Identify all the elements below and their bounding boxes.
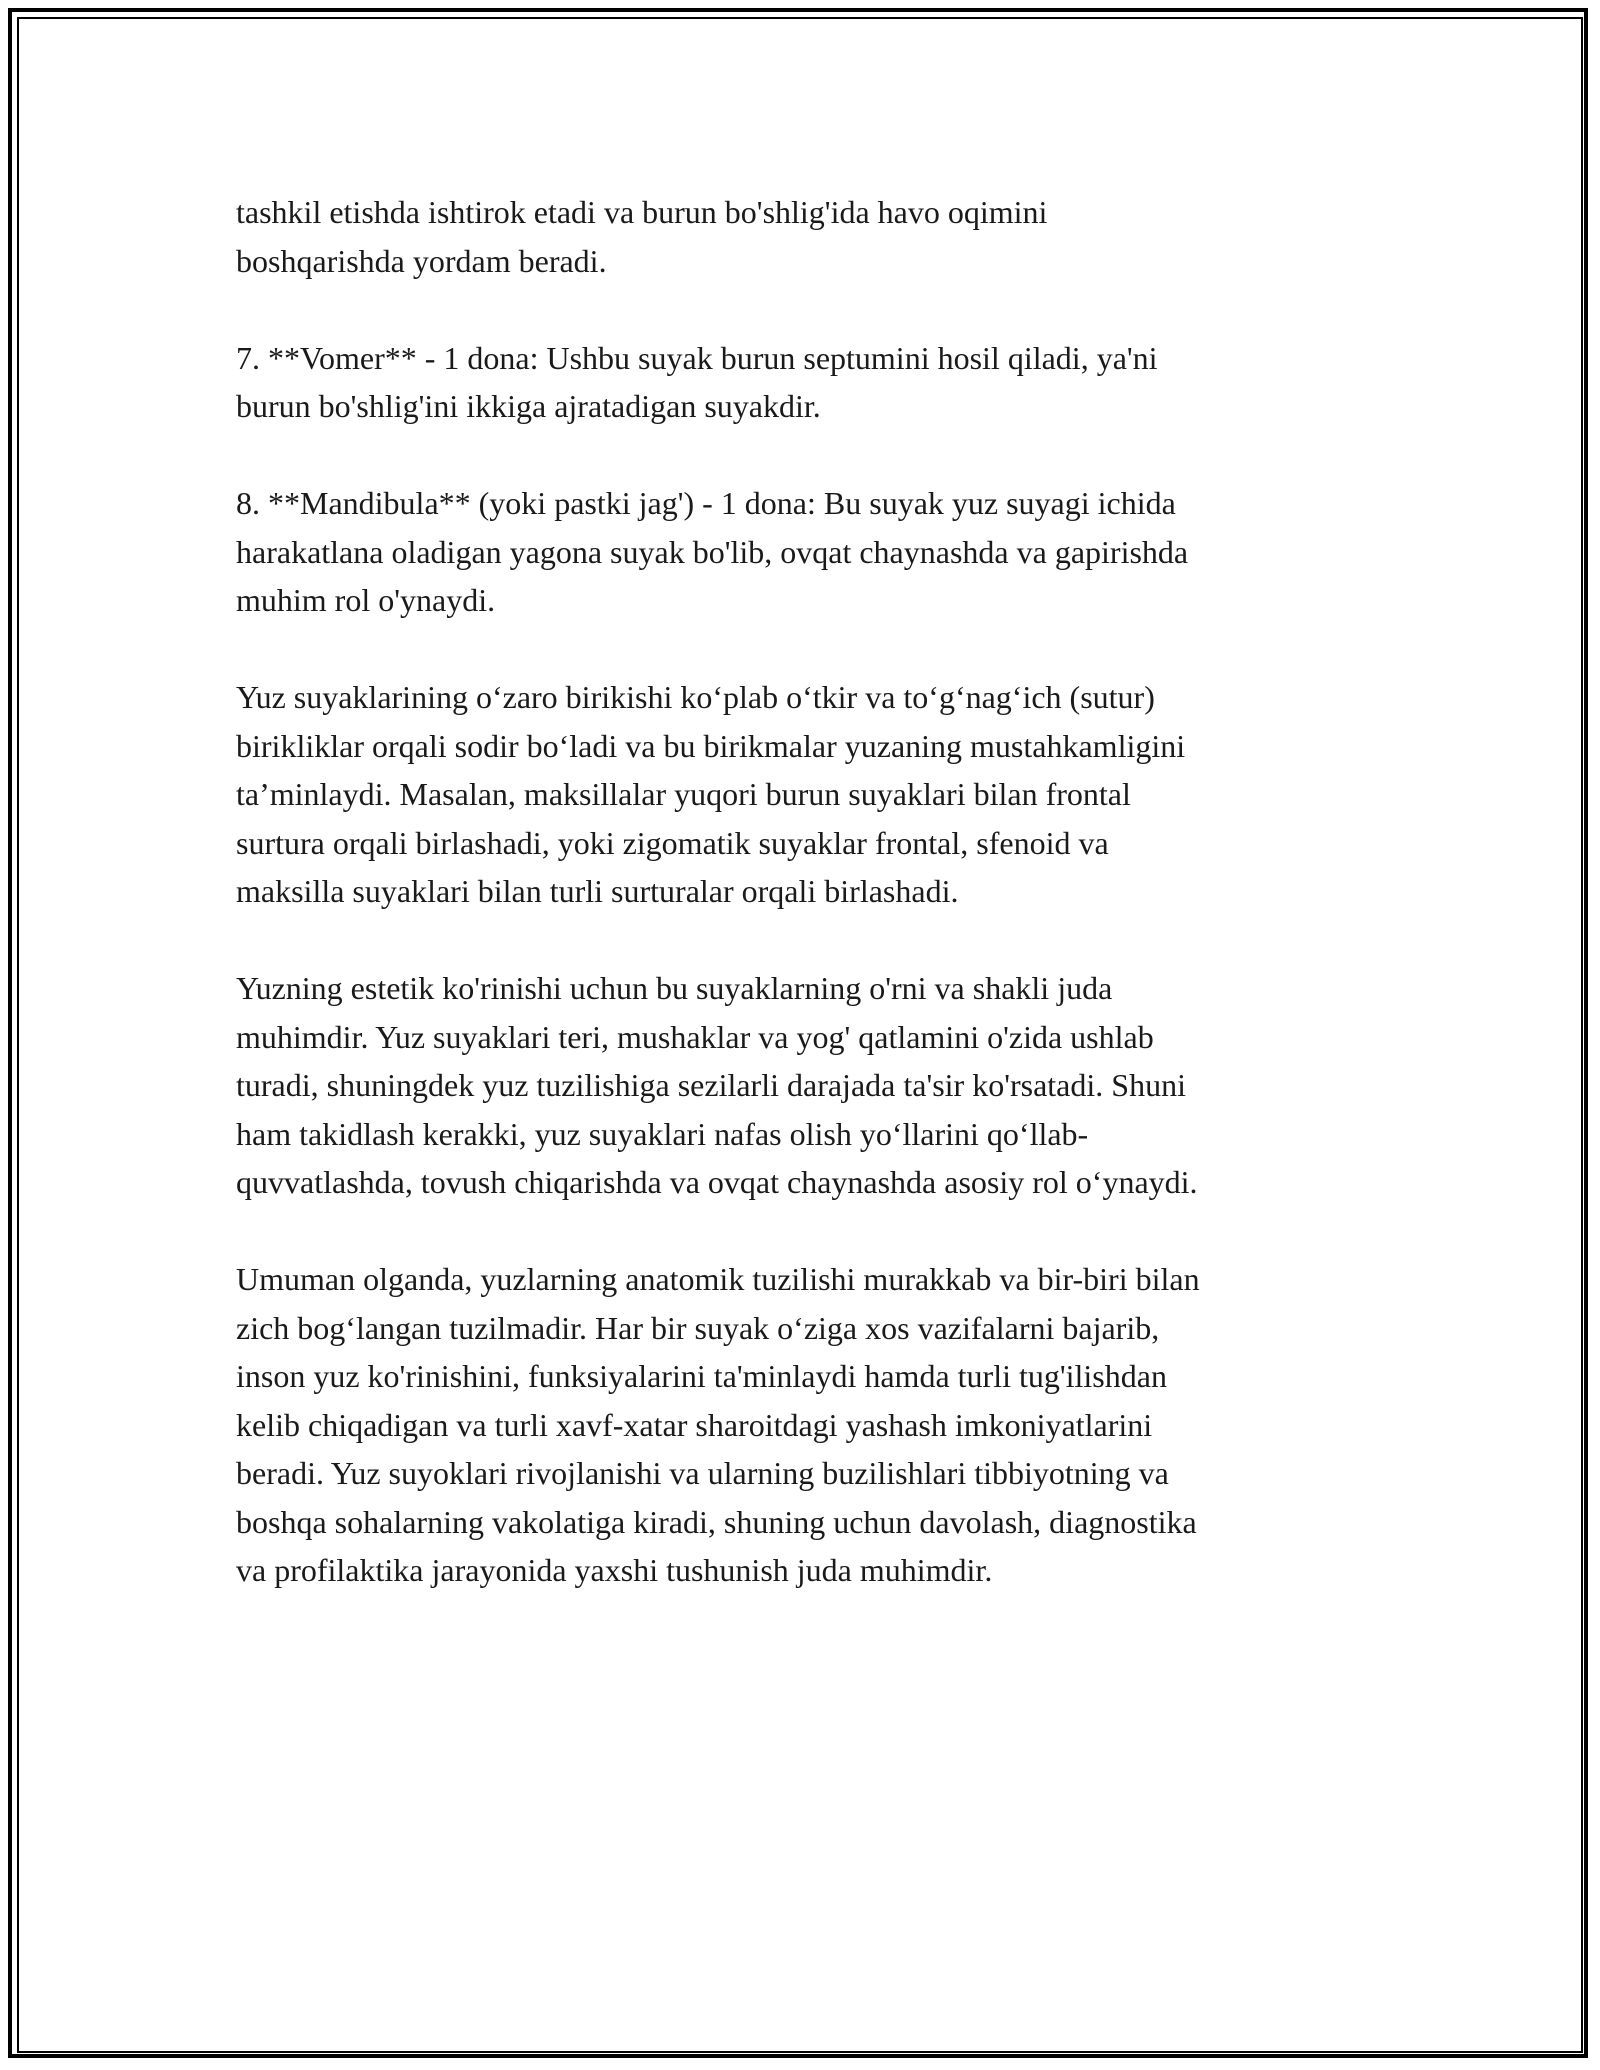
paragraph-continuation: tashkil etishda ishtirok etadi va burun bo'shlig'ida havo oqimini boshqarishda yordam beradi. <box>236 194 1048 279</box>
paragraph-aesthetics: Yuzning estetik ko'rinishi uchun bu suyaklarning o'rni va shakli juda muhimdir. Yuz suyaklari teri, mushaklar va yog' qatlamini o'zida ushlab turadi, shuningdek yuz tuzilishiga sezilarli darajada ta'sir ko'rsatadi. Shuni ham takidlash kerakki, yuz suyaklari nafas olish yo‘llarini qo‘llab- quvvatlashda, tovush chiqarishda va ovqat chaynashda asosiy rol o‘ynaydi. <box>236 970 1198 1200</box>
paragraph-vomer: 7. **Vomer** - 1 dona: Ushbu suyak burun septumini hosil qiladi, ya'ni burun bo'shlig'ini ikkiga ajratadigan suyakdir. <box>236 339 1158 424</box>
paragraph-conclusion: Umuman olganda, yuzlarning anatomik tuzilishi murakkab va bir-biri bilan zich bog‘langan tuzilmadir. Har bir suyak o‘ziga xos vazifalarni bajarib, inson yuz ko'rinishini, funksiyalarini ta'minlaydi hamda turli tug'ilishdan kelib chiqadigan va turli xavf-xatar sharoitdagi yashash imkoniyatlarini beradi. Yuz suyoklari rivojlanishi va ularning buzilishlari tibbiyotning va boshqa sohalarning vakolatiga kiradi, shuning uchun davolash, diagnostika va profilaktika jarayonida yaxshi tushunish juda muhimdir. <box>236 1261 1200 1588</box>
paragraph-mandibula: 8. **Mandibula** (yoki pastki jag') - 1 dona: Bu suyak yuz suyagi ichida harakatlana oladigan yagona suyak bo'lib, ovqat chaynashda va gapirishda muhim rol o'ynaydi. <box>236 485 1189 618</box>
paragraph-bone-junctions: Yuz suyaklarining o‘zaro birikishi ko‘plab o‘tkir va to‘g‘nag‘ich (sutur) birikliklar orqali sodir bo‘ladi va bu birikmalar yuzaning mustahkamligini ta’minlaydi. Masalan, maksillalar yuqori burun suyaklari bilan frontal surtura orqali birlashadi, yoki zigomatik suyaklar frontal, sfenoid va maksilla suyaklari bilan turli surturalar orqali birlashadi. <box>236 679 1186 909</box>
document-body <box>236 188 1366 1643</box>
